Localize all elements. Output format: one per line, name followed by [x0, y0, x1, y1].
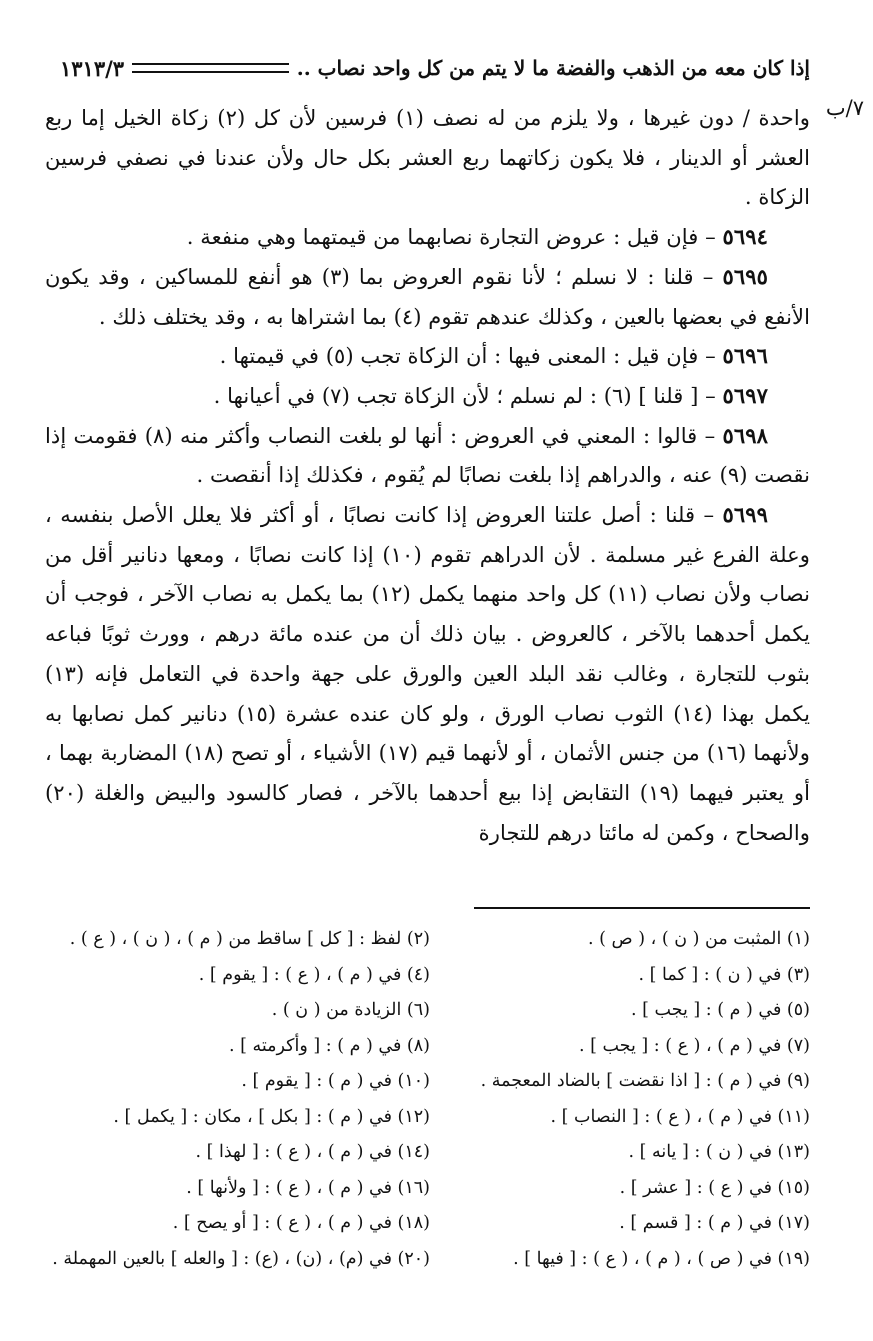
footnote: (١٠) في ( م ) : [ يقوم ] .: [241, 1071, 430, 1091]
paragraph-text: – فإن قيل : عروض التجارة نصابهما من قيمتهما وهي منفعة .: [186, 224, 723, 250]
footnote: (١) المثبت من ( ن ) ، ( ص ) .: [588, 929, 810, 949]
footnote: (١١) في ( م ) ، ( ع ) : [ النصاب ] .: [550, 1106, 810, 1127]
main-text: [45, 98, 810, 852]
paragraph: [45, 336, 810, 376]
footnote: (١٣) في ( ن ) : [ يانه ] .: [628, 1142, 810, 1162]
paragraph-number: ٥٦٩٨: [722, 422, 769, 448]
paragraph-text: واحدة / دون غيرها ، ولا يلزم من له نصف (١) فرسين لأن كل (٢) زكاة الخيل إما ربع العشر أو الدينار ، فلا يكون زكاتهما ربع العشر بكل حال ولأن عندنا في نصفي فرسين الزكاة .: [45, 105, 810, 210]
footnote: (١٩) في ( ص ) ، ( م ) ، ( ع ) : [ فيها ] .: [513, 1248, 810, 1269]
footnote: (٩) في ( م ) : [ اذا نقضت ] بالضاد المعجمة .: [480, 1071, 810, 1091]
paragraph-number: ٥٦٩٤: [722, 224, 768, 250]
paragraph-text: – [ قلنا ] (٦) : لم نسلم ؛ لأن الزكاة تجب (٧) في أعيانها .: [213, 382, 723, 408]
footnote: (٨) في ( م ) : [ وأكرمته ] .: [228, 1035, 430, 1056]
running-header: [60, 48, 810, 88]
footnote: (٢٠) في (م) ، (ن) ، (ع) : [ والعله ] بالعين المهملة .: [52, 1248, 430, 1269]
paragraph: [45, 217, 810, 257]
paragraph: [45, 376, 810, 416]
paragraph-text: – قالوا : المعني في العروض : أنها لو بلغت النصاب وأكثر منه (٨) فقومت إذا نقصت (٩) عنه ، والدراهم إذا بلغت نصابًا لم يُقوم ، فكذلك إذا أنقصت .: [45, 422, 810, 488]
paragraph: [45, 98, 810, 217]
footnote: (٧) في ( م ) ، ( ع ) : [ يجب ] .: [578, 1035, 810, 1056]
footnote: (٥) في ( م ) : [ يجب ] .: [630, 1000, 810, 1020]
footnote: (٦) الزيادة من ( ن ) .: [271, 1000, 430, 1020]
footnotes: [50, 922, 810, 1277]
page-number: ١٣١٣/٣: [60, 55, 125, 81]
paragraph-number: ٥٦٩٧: [722, 382, 768, 408]
paragraph: [45, 257, 810, 336]
footnote: (١٥) في ( ع ) : [ عشر ] .: [619, 1177, 810, 1198]
manuscript-folio-marker: ٧/ب: [825, 96, 864, 120]
footnote: (١٤) في ( م ) ، ( ع ) : [ لهذا ] .: [195, 1142, 430, 1162]
paragraph: [45, 495, 810, 852]
footnote: (١٧) في ( م ) : [ قسم ] .: [619, 1213, 810, 1233]
paragraph-number: ٥٦٩٦: [722, 343, 768, 369]
footnote: (١٦) في ( م ) ، ( ع ) : [ ولأنها ] .: [186, 1177, 430, 1198]
footnote: (١٨) في ( م ) ، ( ع ) : [ أو يصح ] .: [172, 1213, 430, 1233]
paragraph-number: ٥٦٩٩: [722, 502, 768, 528]
paragraph-text: – قلنا : أصل علتنا العروض إذا كانت نصابًا ، أو أكثر فلا يعلل الأصل بنفسه ، وعلة الفرع غير مسلمة . لأن الدراهم تقوم (١٠) إذا كانت نصابًا ، ومعها دنانير أقل من نصاب ولأن نصاب (١١) كل واحد منهما يكمل (١٢) بما يكمل به نصاب الآخر ، فوجب أن يكمل أحدهما بالآخر ، كالعروض . بيان ذلك أن من عنده مائة درهم ، وورث ثوبًا فباعه بثوب للتجارة ، وغالب نقد البلد العين والورق على جهة واحدة في التعامل فإنه (١٣) يكمل بهذا (١٤) الثوب نصاب الورق ، ولو كان عنده عشرة (١٥) دنانير كمل نصابها به ولأنهما (١٦) من جنس الأثمان ، أو لأنهما قيم (١٧) الأشياء ، أو تصح (١٨) المضاربة بهما ، أو يعتبر فيهما (١٩) التقابض إذا بيع أحدهما بالآخر ، فصار كالسود والبيض والغلة (٢٠) والصحاح ، وكمن له مائتا درهم للتجارة: [45, 502, 811, 845]
footnote: (٢) لفظ : [ كل ] ساقط من ( م ) ، ( ن ) ، ( ع ) .: [69, 929, 430, 949]
footnote: (١٢) في ( م ) : [ بكل ] ، مكان : [ يكمل ] .: [113, 1106, 430, 1127]
footnote: (٣) في ( ن ) : [ كما ] .: [638, 964, 810, 985]
footnote: (٤) في ( م ) ، ( ع ) : [ يقوم ] .: [198, 964, 430, 985]
header-rule: [132, 63, 289, 73]
paragraph-number: ٥٦٩٥: [722, 263, 768, 289]
footnote-separator: [474, 907, 810, 909]
header-title: إذا كان معه من الذهب والفضة ما لا يتم من كل واحد نصاب ..: [296, 56, 810, 80]
paragraph-text: – فإن قيل : المعنى فيها : أن الزكاة تجب (٥) في قيمتها .: [219, 343, 723, 369]
paragraph: [45, 416, 810, 495]
paragraph-text: – قلنا : لا نسلم ؛ لأنا نقوم العروض بما (٣) هو أنفع للمساكين ، وقد يكون الأنفع في بعضها بالعين ، وكذلك عندهم تقوم (٤) بما اشتراها به ، وقد يختلف ذلك .: [45, 263, 810, 329]
